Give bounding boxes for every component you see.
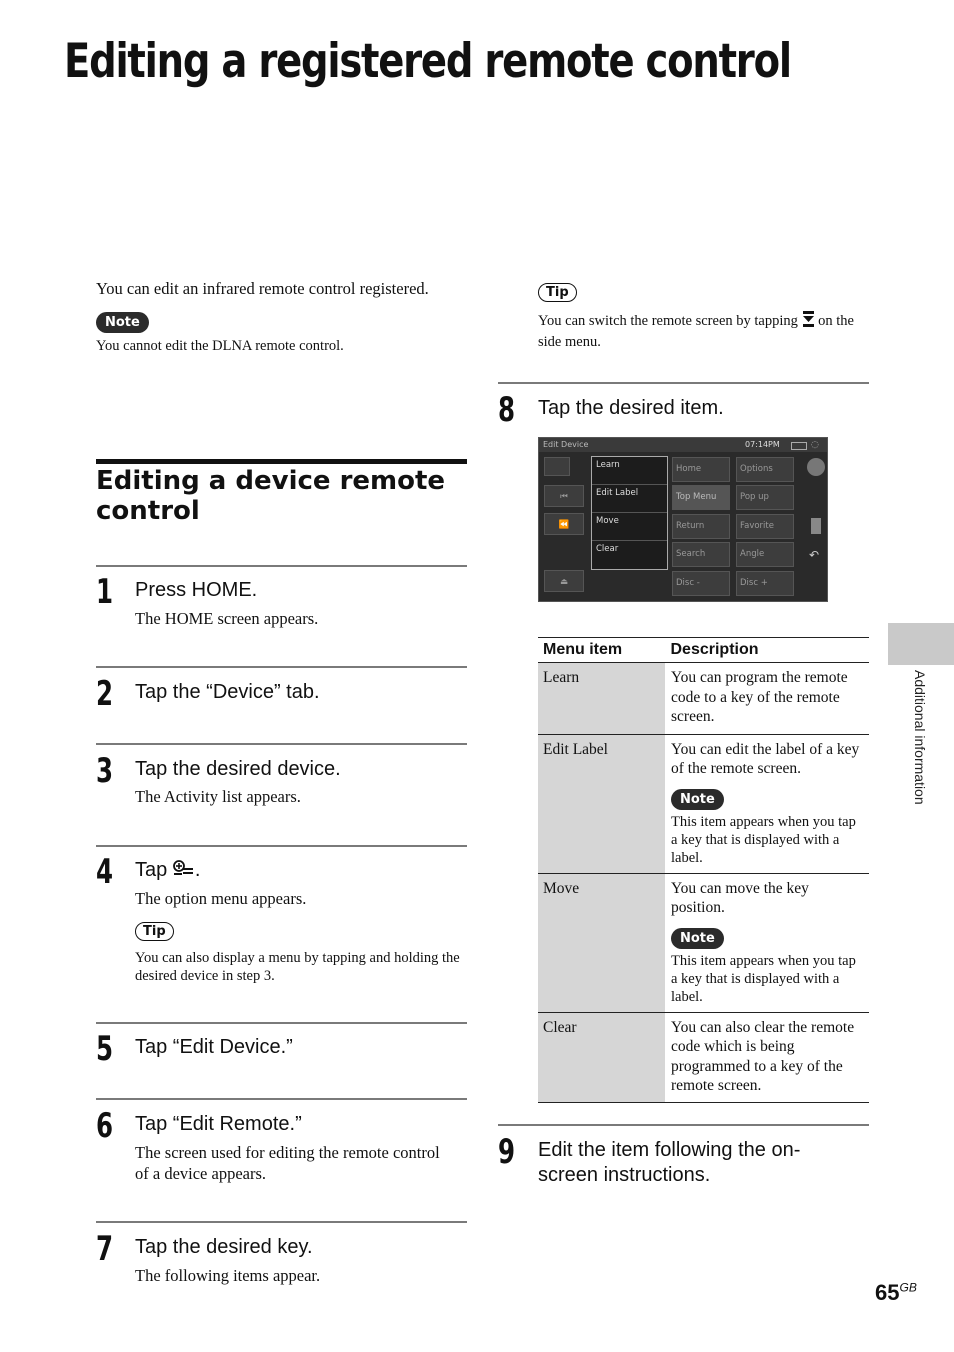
table-cell-description — [666, 734, 870, 873]
step-number: 4 — [96, 852, 114, 892]
step-divider — [96, 1221, 467, 1223]
skip-back-key: ⏮ — [544, 485, 584, 507]
description-text: You can edit the label of a key of the remote screen. — [671, 740, 860, 777]
menu-item-clear: Clear — [596, 544, 619, 554]
intro-text: You can edit an infrared remote control registered. — [96, 279, 429, 298]
remote-key: Angle — [736, 542, 794, 567]
table-note-badge — [671, 789, 864, 810]
step-number: 3 — [96, 751, 114, 791]
step-heading — [135, 858, 200, 883]
step-heading: Tap the desired key. — [135, 1236, 313, 1258]
step-heading: Tap “Edit Device.” — [135, 1036, 293, 1058]
eject-key: ⏏ — [544, 570, 584, 592]
step-heading: Tap the “Device” tab. — [135, 681, 320, 703]
screenshot-title-bar — [539, 438, 827, 452]
switch-screen-icon — [811, 518, 821, 534]
table-header-item: Menu item — [538, 638, 666, 663]
step-divider — [96, 565, 467, 567]
menu-item-edit-label: Edit Label — [592, 485, 667, 513]
table-note-text: This item appears when you tap a key that is displayed with a label. — [671, 813, 856, 866]
step-divider — [96, 845, 467, 847]
battery-icon — [791, 442, 807, 450]
step-description: The following items appear. — [135, 1266, 321, 1285]
remote-key: Favorite — [736, 514, 794, 539]
signal-icon: ◌ — [811, 440, 819, 450]
right-tip-text-before: You can switch the remote screen by tapping — [538, 312, 798, 329]
remote-key — [544, 457, 570, 476]
remote-key: Search — [672, 542, 730, 567]
step-description: The screen used for editing the remote control of a device appears. — [135, 1143, 440, 1183]
table-row — [538, 663, 869, 735]
remote-key: Options — [736, 457, 794, 482]
remote-key: Top Menu — [672, 485, 730, 510]
page-title: Editing a registered remote control — [64, 34, 791, 89]
step-heading-text: Tap — [135, 859, 168, 881]
note-badge: Note — [671, 928, 724, 949]
side-section-tab — [888, 623, 954, 665]
step-number: 7 — [96, 1229, 114, 1269]
section-rule — [96, 459, 467, 464]
step-heading: Tap the desired device. — [135, 758, 341, 780]
table-row — [538, 873, 869, 1012]
switch-screen-icon — [802, 310, 815, 333]
remote-key: Return — [672, 514, 730, 539]
table-row — [538, 734, 869, 873]
step-divider — [96, 666, 467, 668]
table-cell-description — [666, 1012, 870, 1102]
step-number: 9 — [498, 1132, 516, 1172]
step-heading: Tap the desired item. — [538, 397, 724, 419]
step-tip-text: You can also display a menu by tapping and holding the desired device in step 3. — [135, 950, 460, 984]
menu-item-move: Move — [592, 513, 667, 541]
description-text: You can also clear the remote code which is being programmed to a key of the remote screen. — [671, 1018, 855, 1094]
table-note-badge — [671, 928, 864, 949]
table-cell-item: Clear — [538, 1012, 666, 1102]
step-number: 8 — [498, 390, 516, 430]
rewind-key: ⏪ — [544, 513, 584, 535]
description-text: You can move the key position. — [671, 879, 809, 916]
table-cell-item: Edit Label — [538, 734, 666, 873]
table-row — [538, 1012, 869, 1102]
back-icon: ↶ — [809, 548, 820, 562]
step-divider — [96, 1022, 467, 1024]
page-number-suffix: GB — [899, 1280, 917, 1295]
step-number: 1 — [96, 572, 114, 612]
side-section-label: Additional information — [912, 670, 928, 805]
step-divider — [96, 1098, 467, 1100]
step-tip-badge — [135, 922, 174, 941]
edit-device-screenshot — [538, 437, 828, 602]
step-heading-suffix: . — [194, 859, 201, 881]
remote-key: Pop up — [736, 485, 794, 510]
table-cell-item: Learn — [538, 663, 666, 735]
table-header-description: Description — [666, 638, 870, 663]
note-badge: Note — [96, 312, 149, 333]
description-text: You can program the remote code to a key of the remote screen. — [671, 669, 848, 725]
remote-key: Disc - — [672, 571, 730, 596]
step-heading: Tap “Edit Remote.” — [135, 1113, 302, 1135]
table-cell-description — [666, 873, 870, 1012]
remote-key: Disc + — [736, 571, 794, 596]
screenshot-time: 07:14PM — [745, 440, 780, 449]
intro-note-badge — [96, 312, 149, 333]
step-description: The HOME screen appears. — [135, 609, 319, 628]
right-tip-badge — [538, 283, 577, 302]
key-option-menu — [591, 456, 668, 570]
section-title: Editing a device remote control — [96, 466, 446, 526]
page-number-value: 65 — [875, 1280, 900, 1305]
step-description: The Activity list appears. — [135, 787, 301, 806]
step-number: 5 — [96, 1029, 114, 1069]
step-divider — [498, 382, 869, 384]
right-tip-text — [538, 310, 868, 351]
step-divider — [498, 1124, 869, 1126]
right-tip-text-after: on the side menu. — [538, 312, 854, 350]
tip-badge: Tip — [538, 283, 577, 302]
menu-item-table — [538, 637, 869, 1103]
power-icon — [807, 458, 825, 476]
tip-badge: Tip — [135, 922, 174, 941]
step-divider — [96, 743, 467, 745]
step-number: 2 — [96, 674, 114, 714]
step-heading: Edit the item following the on-screen instructions. — [538, 1139, 801, 1186]
menu-item-learn: Learn — [592, 457, 667, 485]
step-number: 6 — [96, 1106, 114, 1146]
note-badge: Note — [671, 789, 724, 810]
intro-note-text: You cannot edit the DLNA remote control. — [96, 338, 344, 354]
table-header-row — [538, 638, 869, 663]
screenshot-title: Edit Device — [543, 440, 589, 449]
step-description: The option menu appears. — [135, 889, 307, 908]
table-cell-description — [666, 663, 870, 735]
step-heading: Press HOME. — [135, 579, 258, 601]
table-note-text: This item appears when you tap a key that is displayed with a label. — [671, 952, 856, 1005]
option-menu-icon — [173, 858, 195, 883]
remote-key: Home — [672, 457, 730, 482]
table-cell-item: Move — [538, 873, 666, 1012]
page-number — [875, 1280, 917, 1306]
